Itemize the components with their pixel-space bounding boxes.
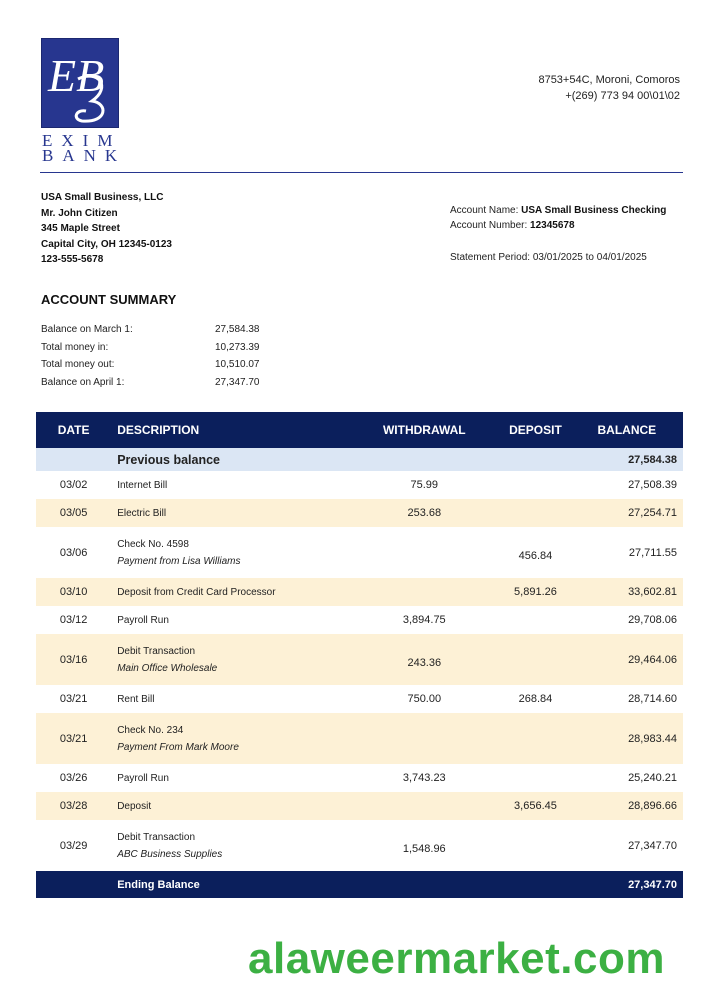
row-deposit: 456.84	[518, 549, 553, 562]
monogram-text: EB	[48, 50, 105, 101]
row-withdrawal	[356, 578, 492, 606]
table-row	[36, 499, 683, 527]
row-balance: 28,983.44	[579, 713, 683, 764]
summary-label: Total money in:	[41, 341, 109, 353]
account-summary	[41, 321, 295, 392]
summary-value: 27,584.38	[215, 324, 260, 335]
row-description-main: Payroll Run	[117, 772, 169, 784]
summary-label: Balance on April 1:	[41, 377, 125, 389]
row-withdrawal	[356, 527, 492, 578]
customer-address-block	[41, 190, 172, 268]
transactions-table	[36, 412, 683, 898]
row-withdrawal: 750.00	[407, 693, 442, 705]
row-description	[111, 792, 356, 820]
row-balance: 27,711.55	[628, 546, 677, 559]
row-description-main: Check No. 234	[117, 724, 184, 736]
row-description-main: Check No. 4598	[117, 538, 189, 550]
ending-balance-row	[36, 871, 683, 898]
summary-value: 10,510.07	[215, 359, 260, 371]
row-description	[111, 634, 356, 685]
table-row	[36, 527, 683, 578]
bank-contact	[538, 72, 680, 104]
ending-balance-value: 27,347.70	[579, 871, 683, 898]
summary-label: Total money out:	[41, 359, 115, 371]
row-deposit	[492, 471, 578, 499]
row-description-main: Payroll Run	[117, 614, 169, 626]
row-balance: 33,602.81	[579, 578, 683, 606]
table-row	[36, 634, 683, 685]
table-header-row	[36, 412, 683, 448]
row-deposit	[492, 820, 578, 871]
previous-balance-row	[36, 448, 683, 471]
row-description-main: Deposit	[117, 800, 152, 812]
account-name-label: Account Name:	[450, 205, 519, 216]
bank-wordmark-line1: EXIM	[42, 131, 122, 150]
row-date: 03/21	[36, 713, 111, 764]
row-balance: 29,464.06	[579, 634, 683, 685]
row-deposit: 5,891.26	[492, 578, 578, 606]
row-deposit	[492, 606, 578, 634]
row-date: 03/16	[36, 634, 111, 685]
customer-city: Capital City, OH 12345-0123	[41, 238, 172, 250]
row-description-main: Internet Bill	[117, 479, 168, 491]
row-balance: 28,714.60	[628, 693, 677, 705]
account-number-value: 12345678	[530, 220, 575, 231]
row-balance: 27,347.70	[628, 839, 677, 852]
ending-balance-label: Ending Balance	[111, 871, 356, 898]
row-deposit	[492, 634, 578, 685]
table-row	[36, 820, 683, 871]
summary-row	[41, 321, 295, 339]
row-date: 03/06	[59, 546, 88, 559]
row-description-sub: Payment from Lisa Williams	[117, 555, 241, 567]
row-date: 03/05	[36, 499, 111, 527]
bank-address: 8753+54C, Moroni, Comoros	[538, 74, 680, 86]
row-description-sub: Main Office Wholesale	[117, 662, 218, 674]
row-description-main: Rent Bill	[117, 693, 155, 705]
customer-street: 345 Maple Street	[41, 223, 120, 234]
header-deposit: DEPOSIT	[492, 412, 578, 448]
row-description	[111, 527, 356, 578]
account-name-line	[450, 203, 666, 218]
row-deposit	[492, 713, 578, 764]
row-balance: 27,508.39	[628, 479, 677, 491]
row-date: 03/10	[36, 578, 111, 606]
table-row	[36, 764, 683, 792]
row-withdrawal: 3,894.75	[402, 614, 446, 626]
header-divider	[40, 172, 683, 173]
summary-value: 27,347.70	[215, 377, 260, 389]
row-description	[111, 499, 356, 527]
row-balance: 27,254.71	[579, 499, 683, 527]
row-description-sub: Payment From Mark Moore	[117, 741, 239, 753]
row-description	[111, 578, 356, 606]
account-name-value: USA Small Business Checking	[521, 205, 667, 216]
row-date: 03/26	[59, 772, 88, 784]
row-withdrawal: 75.99	[410, 479, 439, 491]
watermark-text: alaweermarket.com	[248, 934, 665, 983]
monogram-graphic	[42, 39, 118, 127]
row-description-main: Debit Transaction	[117, 831, 196, 843]
row-description-main: Electric Bill	[117, 507, 167, 519]
table-row	[36, 685, 683, 713]
row-description-sub: ABC Business Supplies	[117, 848, 223, 860]
bank-phone: +(269) 773 94 00\01\02	[565, 90, 680, 102]
row-description	[111, 471, 356, 499]
row-date: 03/12	[59, 614, 88, 626]
account-info	[450, 203, 666, 265]
summary-row	[41, 339, 295, 357]
header-balance: BALANCE	[579, 412, 683, 448]
bank-wordmark	[41, 131, 127, 165]
row-description	[111, 764, 356, 792]
row-description	[111, 713, 356, 764]
row-withdrawal	[356, 713, 492, 764]
header-withdrawal: WITHDRAWAL	[356, 412, 492, 448]
table-row	[36, 471, 683, 499]
row-withdrawal	[356, 792, 492, 820]
row-balance: 25,240.21	[628, 772, 677, 784]
row-date: 03/28	[36, 792, 111, 820]
table-row	[36, 713, 683, 764]
table-row	[36, 792, 683, 820]
bank-wordmark-line2: BANK	[42, 146, 127, 165]
row-withdrawal: 253.68	[356, 499, 492, 527]
bank-monogram-logo	[41, 38, 119, 128]
account-number-label: Account Number:	[450, 220, 528, 231]
summary-label: Balance on March 1:	[41, 324, 133, 335]
previous-balance-label: Previous balance	[111, 448, 356, 471]
row-date: 03/02	[59, 479, 88, 491]
header-date: DATE	[36, 412, 111, 448]
row-withdrawal: 3,743.23	[402, 772, 446, 784]
customer-contact: Mr. John Citizen	[41, 207, 118, 219]
row-description-main: Debit Transaction	[117, 645, 196, 657]
row-description	[111, 606, 356, 634]
summary-value: 10,273.39	[215, 341, 260, 353]
table-row	[36, 578, 683, 606]
row-date: 03/21	[59, 693, 88, 705]
row-balance: 29,708.06	[628, 614, 677, 626]
row-deposit	[492, 499, 578, 527]
row-description	[111, 685, 356, 713]
statement-period: Statement Period: 03/01/2025 to 04/01/2025	[450, 252, 647, 263]
table-row	[36, 606, 683, 634]
header-description: DESCRIPTION	[111, 412, 356, 448]
row-withdrawal: 243.36	[356, 634, 492, 685]
account-summary-title: ACCOUNT SUMMARY	[41, 292, 177, 307]
row-withdrawal: 1,548.96	[402, 842, 446, 855]
row-deposit: 3,656.45	[492, 792, 578, 820]
row-description	[111, 820, 356, 871]
previous-balance-value: 27,584.38	[579, 448, 683, 471]
customer-name: USA Small Business, LLC	[41, 192, 164, 203]
row-deposit: 268.84	[518, 693, 553, 705]
customer-phone: 123-555-5678	[41, 254, 104, 265]
summary-row	[41, 356, 295, 374]
account-number-line	[450, 218, 666, 233]
row-description-main: Deposit from Credit Card Processor	[117, 586, 276, 598]
row-balance: 28,896.66	[579, 792, 683, 820]
row-deposit	[492, 764, 578, 792]
row-date: 03/29	[59, 839, 88, 852]
summary-row	[41, 374, 295, 392]
bank-logo	[41, 38, 127, 165]
